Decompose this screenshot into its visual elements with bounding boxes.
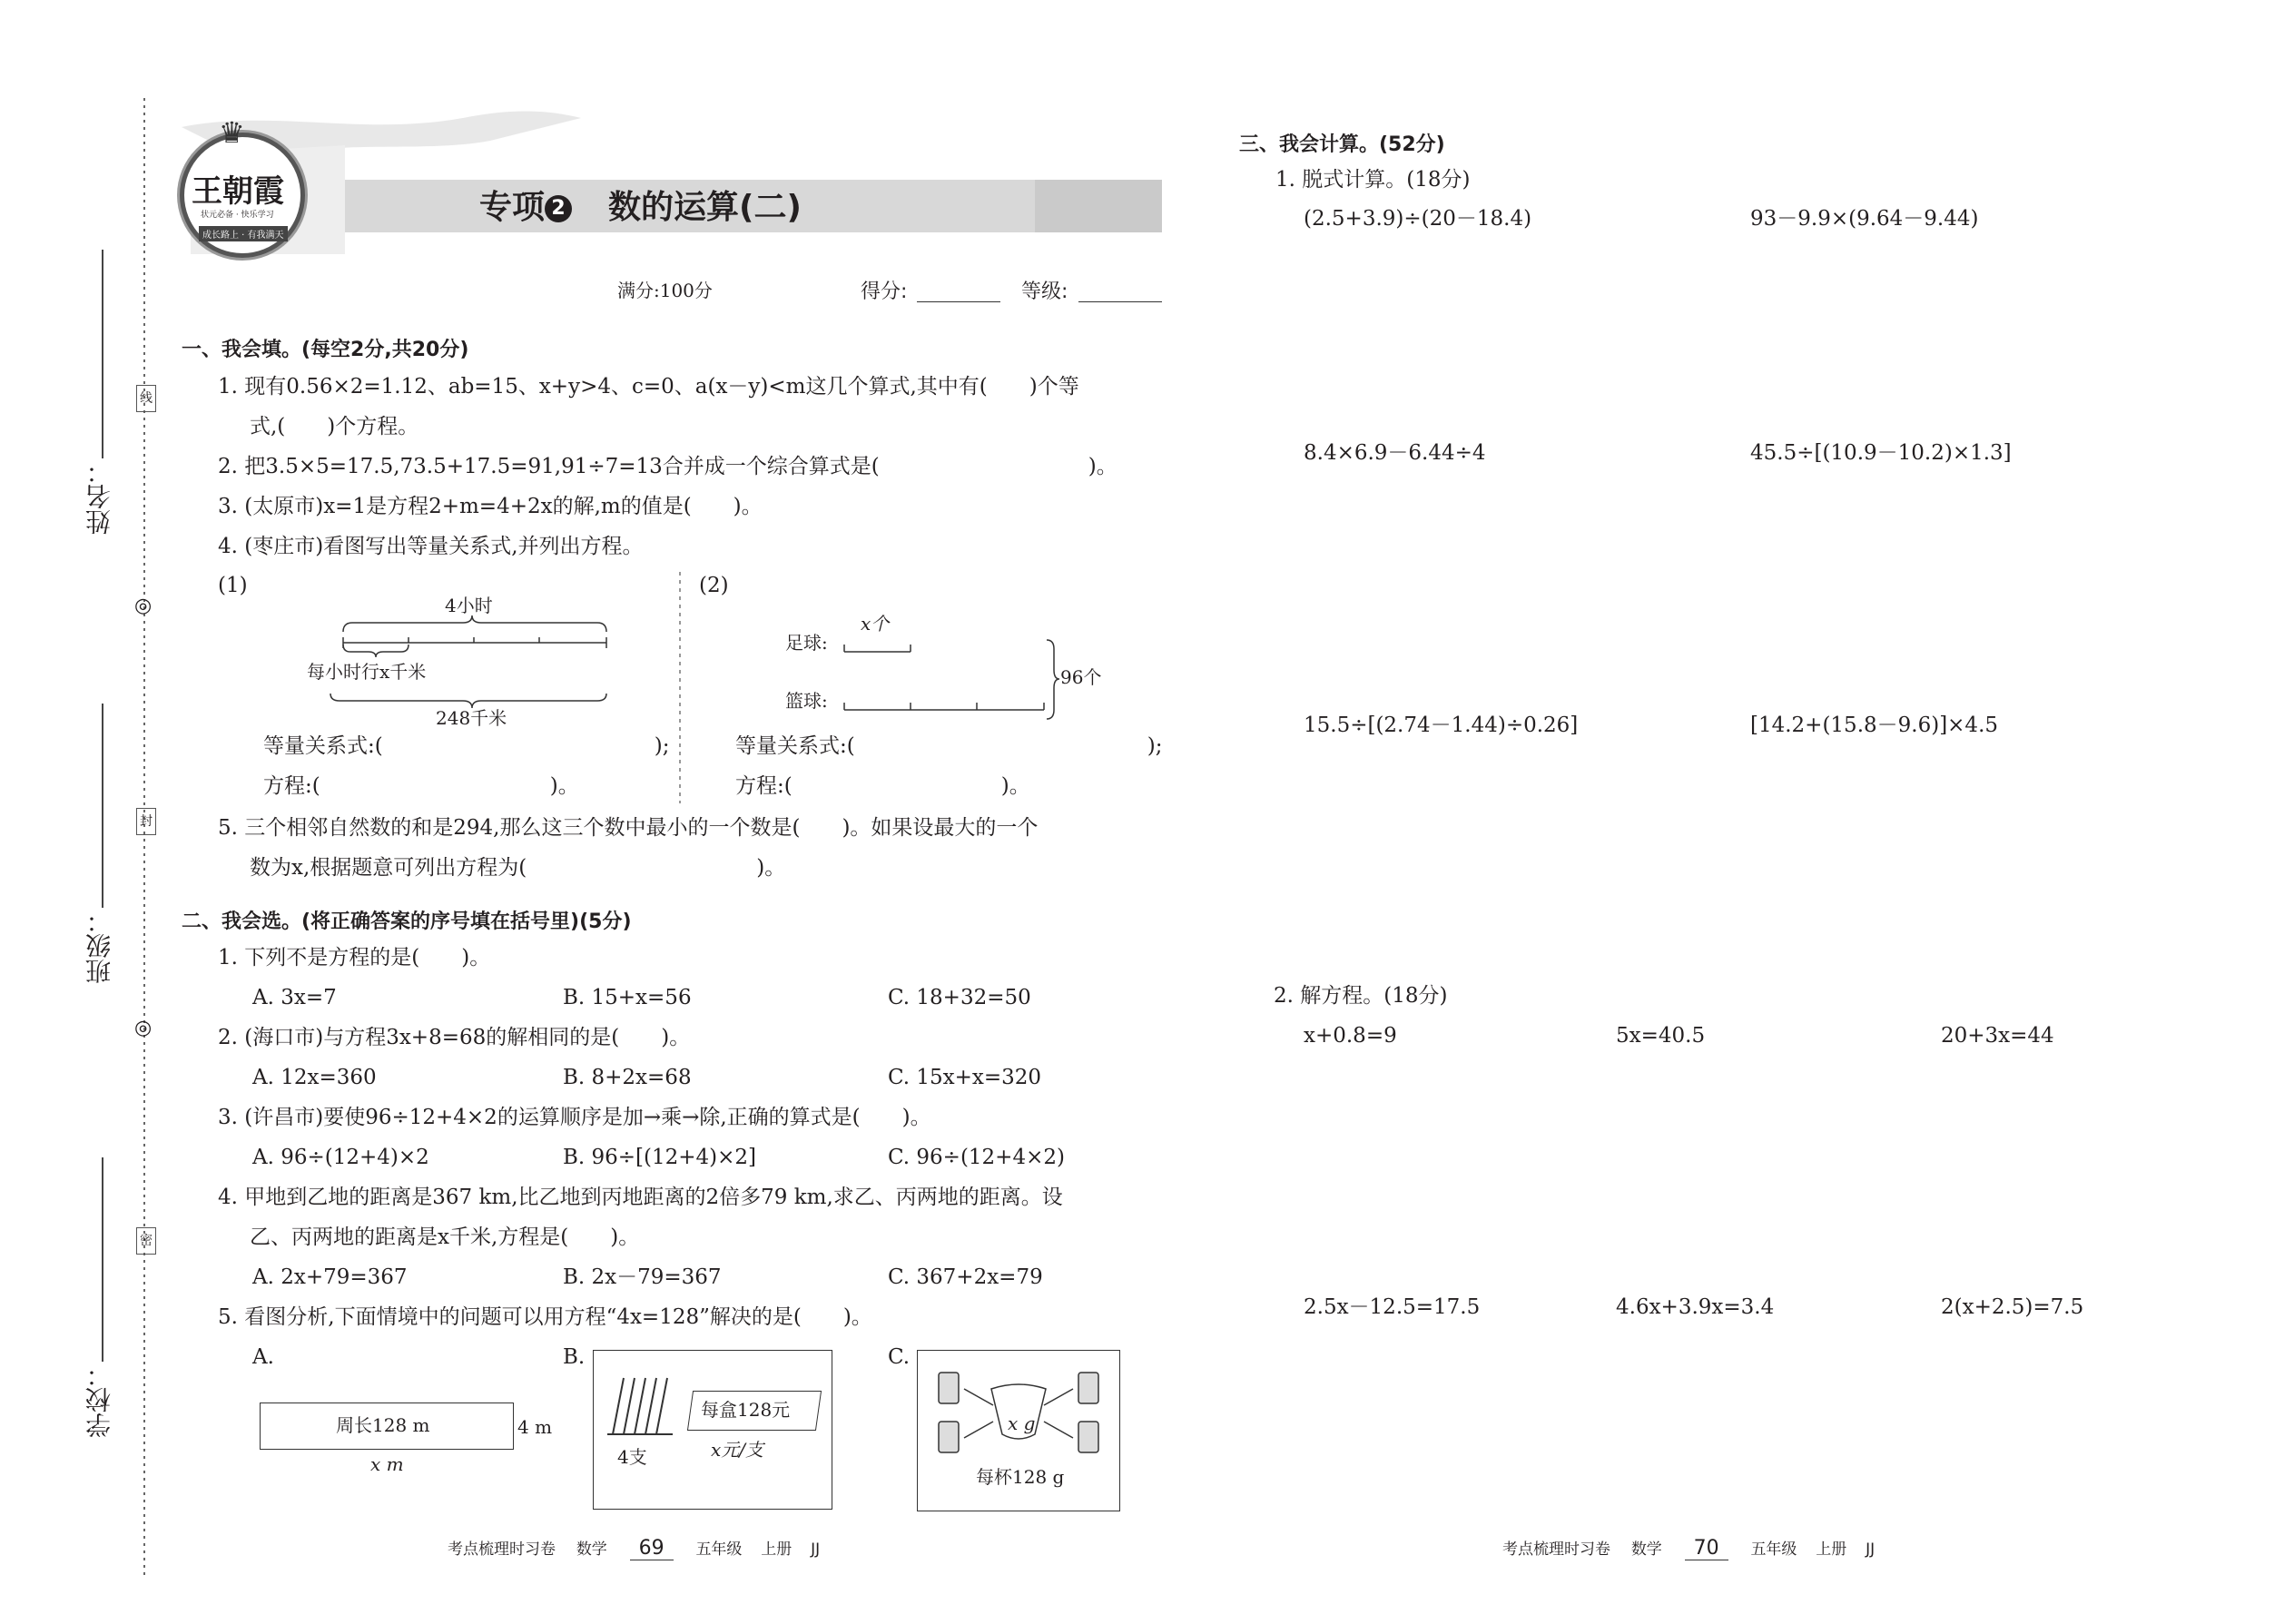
sec2-q2-opt-a: A. 12x=360 (252, 1066, 377, 1089)
sec2-q4-opt-b: B. 2x－79=367 (563, 1265, 722, 1289)
fig2-segment-diagram (840, 635, 1058, 726)
equation-5: 4.6x+3.9x=3.4 (1616, 1295, 1775, 1319)
brand-crown-icon: ♛ (219, 115, 245, 150)
sec2-q4-line2: 乙、丙两地的距离是x千米,方程是( )。 (250, 1225, 640, 1249)
figA-perimeter: 周长128 m (336, 1414, 430, 1436)
figA-bottom: x m (370, 1453, 404, 1475)
fig2-basketball-label: 篮球: (785, 690, 828, 712)
footer-edition-right: JJ (1866, 1540, 1876, 1559)
equation-2: 5x=40.5 (1616, 1024, 1706, 1048)
class-underline (102, 704, 103, 908)
name-underline (102, 250, 103, 458)
brand-name: 王朝霞 (192, 173, 284, 210)
grade-label: 等级: (1021, 281, 1068, 303)
fig1-equation: 方程:( )。 (263, 774, 579, 798)
name-label: 姓名： (84, 458, 114, 535)
figC-each: 每杯128 g (976, 1466, 1065, 1488)
fig1-relation: 等量关系式:( ); (263, 734, 670, 758)
seal-char-secret: 密 (136, 1227, 156, 1255)
calc-2: 93－9.9×(9.64－9.44) (1750, 207, 1979, 231)
fig1-label: (1) (218, 574, 248, 597)
sec2-q5: 5. 看图分析,下面情境中的问题可以用方程“4x=128”解决的是( )。 (218, 1305, 872, 1329)
sec2-q5-label-a: A. (252, 1345, 274, 1369)
footer-term: 上册 (761, 1540, 793, 1559)
seal-char-line: 线 (136, 385, 156, 412)
fig1-mid-label: 每小时行x千米 (307, 661, 427, 683)
sec1-q4: 4. (枣庄市)看图写出等量关系式,并列出方程。 (218, 535, 644, 558)
fig2-football-label: 足球: (785, 632, 828, 654)
sec1-q5-line1: 5. 三个相邻自然数的和是294,那么这三个数中最小的一个数是( )。如果设最大的一个 (218, 816, 1039, 840)
footer-book-right: 考点梳理时习卷 (1502, 1540, 1610, 1559)
class-label: 班级： (84, 908, 114, 984)
figB-unit: x元/支 (711, 1439, 764, 1461)
binding-circle-2: ◎ (134, 1017, 153, 1039)
score-blank[interactable] (917, 301, 1000, 302)
fig2-total-label: 96个 (1060, 666, 1102, 688)
figA-side: 4 m (517, 1416, 553, 1438)
fig2-relation: 等量关系式:( ); (735, 734, 1163, 758)
sec2-q1-opt-c: C. 18+32=50 (888, 986, 1031, 1009)
sec2-q3-opt-b: B. 96÷[(12+4)×2] (563, 1146, 757, 1169)
brand-slogan: 状元必备 · 快乐学习 (201, 211, 274, 220)
footer-grade: 五年级 (695, 1540, 743, 1559)
sec2-q1: 1. 下列不是方程的是( )。 (218, 946, 491, 969)
figB-count: 4支 (617, 1446, 647, 1468)
footer-book: 考点梳理时习卷 (448, 1540, 556, 1559)
figB-price: 每盒128元 (701, 1399, 791, 1421)
calc-6: [14.2+(15.8－9.6)]×4.5 (1750, 714, 1999, 737)
sec2-q4-opt-c: C. 367+2x=79 (888, 1265, 1043, 1289)
title-number-badge: 2 (545, 195, 572, 222)
equation-1: x+0.8=9 (1304, 1024, 1397, 1048)
fig2-label: (2) (699, 574, 729, 597)
sec1-q1-line2: 式,( )个方程。 (250, 415, 419, 438)
page-title (479, 182, 802, 228)
sec2-q5-label-b: B. (563, 1345, 586, 1369)
sec1-q5-line2: 数为x,根据题意可列出方程为( )。 (250, 856, 786, 880)
footer-term-right: 上册 (1816, 1540, 1847, 1559)
full-score: 满分:100分 (617, 280, 713, 301)
figC-x: x g (1008, 1412, 1036, 1434)
sec2-q3-opt-a: A. 96÷(12+4)×2 (252, 1146, 429, 1169)
sec1-q2: 2. 把3.5×5=17.5,73.5+17.5=91,91÷7=13合并成一个综合算式是( )。 (218, 455, 1117, 478)
footer-edition: JJ (811, 1540, 821, 1559)
grade-blank[interactable] (1078, 301, 1162, 302)
footer-grade-right: 五年级 (1750, 1540, 1797, 1559)
pencil-bundle-icon (604, 1371, 685, 1443)
sec2-heading: 二、我会选。(将正确答案的序号填在括号里)(5分) (182, 910, 632, 933)
sec2-q1-opt-a: A. 3x=7 (252, 986, 337, 1009)
fig1-top-label: 4小时 (445, 595, 493, 616)
calc-1: (2.5+3.9)÷(20－18.4) (1304, 207, 1532, 231)
equation-4: 2.5x－12.5=17.5 (1304, 1295, 1481, 1319)
sec2-q4-opt-a: A. 2x+79=367 (252, 1265, 408, 1289)
fig2-x-label: x个 (861, 613, 890, 635)
sec3-heading: 三、我会计算。(52分) (1239, 133, 1445, 156)
brand-seal (180, 115, 305, 258)
sec1-heading: 一、我会填。(每空2分,共20分) (182, 339, 469, 361)
title-prefix: 专项 (479, 189, 546, 226)
sec1-q3: 3. (太原市)x=1是方程2+m=4+2x的解,m的值是( )。 (218, 495, 763, 518)
calc-4: 45.5÷[(10.9－10.2)×1.3] (1750, 441, 2012, 465)
equation-6: 2(x+2.5)=7.5 (1941, 1295, 2084, 1319)
header-ribbon (163, 100, 1162, 254)
seal-char-seal: 封 (136, 808, 156, 835)
sec2-q2-opt-b: B. 8+2x=68 (563, 1066, 692, 1089)
sec3-sub2: 2. 解方程。(18分) (1274, 984, 1448, 1008)
fig2-equation: 方程:( )。 (735, 774, 1030, 798)
title-main: 数的运算(二) (608, 189, 802, 226)
footer-right (1502, 1536, 1875, 1560)
binding-circle-1: ◎ (134, 595, 153, 617)
sec2-q3-opt-c: C. 96÷(12+4×2) (888, 1146, 1065, 1169)
calc-5: 15.5÷[(2.74－1.44)÷0.26] (1304, 714, 1579, 737)
page-number-right: 70 (1685, 1537, 1728, 1560)
school-label: 学校： (84, 1362, 114, 1438)
sec1-q1-line1: 1. 现有0.56×2=1.12、ab=15、x+y>4、c=0、a(x－y)<m这几个算式,其中有( )个等 (218, 375, 1079, 399)
sec2-q4-line1: 4. 甲地到乙地的距离是367 km,比乙地到丙地距离的2倍多79 km,求乙、丙两地的距离。设 (218, 1186, 1063, 1209)
sec2-q3: 3. (许昌市)要使96÷12+4×2的运算顺序是加→乘→除,正确的算式是( )。 (218, 1106, 931, 1129)
sec2-q2: 2. (海口市)与方程3x+8=68的解相同的是( )。 (218, 1026, 691, 1049)
fig1-bottom-label: 248千米 (436, 707, 507, 729)
equation-3: 20+3x=44 (1941, 1024, 2054, 1048)
score-label: 得分: (861, 281, 908, 303)
page-number-left: 69 (630, 1537, 674, 1560)
school-underline (102, 1157, 103, 1362)
figure-divider (679, 572, 683, 808)
sec2-q5-label-c: C. (888, 1345, 911, 1369)
footer-left (448, 1536, 820, 1560)
sec2-q1-opt-b: B. 15+x=56 (563, 986, 692, 1009)
sec2-q2-opt-c: C. 15x+x=320 (888, 1066, 1042, 1089)
calc-3: 8.4×6.9－6.44÷4 (1304, 441, 1486, 465)
brand-motto: 成长路上 · 有我满天 (199, 226, 288, 241)
footer-subject: 数学 (576, 1540, 607, 1559)
sec3-sub1: 1. 脱式计算。(18分) (1275, 168, 1471, 192)
footer-subject-right: 数学 (1630, 1540, 1662, 1559)
